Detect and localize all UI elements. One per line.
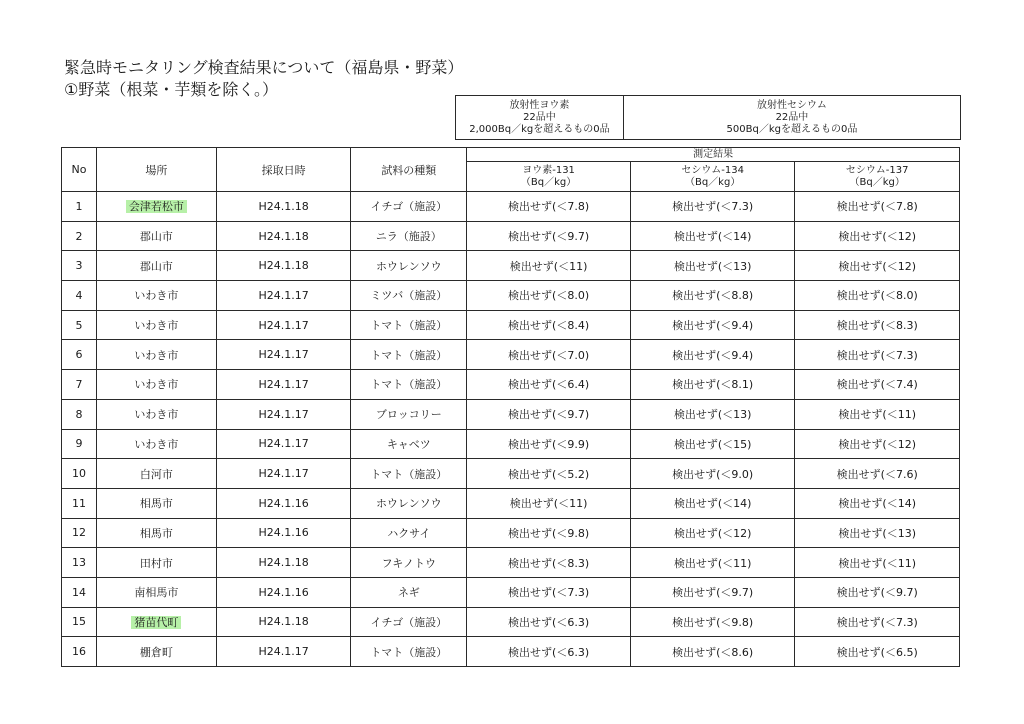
header-cs137 [795, 162, 960, 192]
row-no: 14 [62, 577, 97, 607]
header-i131-unit: （Bq／kg） [520, 176, 577, 188]
row-cs137: 検出せず(＜6.5) [795, 637, 960, 667]
header-cs134-name: セシウム-134 [681, 164, 744, 176]
row-place: いわき市 [96, 370, 216, 400]
row-date: H24.1.17 [216, 340, 351, 370]
header-i131 [467, 162, 631, 192]
row-sample: ブロッコリー [351, 399, 467, 429]
row-sample: ミツバ（施設） [351, 281, 467, 311]
row-place [96, 607, 216, 637]
row-place: いわき市 [96, 399, 216, 429]
row-cs134: 検出せず(＜8.1) [630, 370, 795, 400]
row-cs137: 検出せず(＜7.3) [795, 340, 960, 370]
row-place: 郡山市 [96, 221, 216, 251]
row-cs134: 検出せず(＜9.8) [630, 607, 795, 637]
row-no: 2 [62, 221, 97, 251]
page-subtitle: ①野菜（根菜・芋類を除く。） [64, 80, 279, 99]
row-cs134: 検出せず(＜14) [630, 488, 795, 518]
row-no: 6 [62, 340, 97, 370]
row-cs137: 検出せず(＜12) [795, 429, 960, 459]
table-row [62, 310, 960, 340]
row-no: 10 [62, 459, 97, 489]
header-results: 測定結果 [467, 148, 960, 162]
highlighted-place: 会津若松市 [126, 200, 187, 213]
table-row [62, 607, 960, 637]
row-place: 相馬市 [96, 518, 216, 548]
summary-table [455, 95, 961, 140]
row-cs134: 検出せず(＜11) [630, 548, 795, 578]
row-sample: トマト（施設） [351, 340, 467, 370]
table-row [62, 488, 960, 518]
results-table [61, 147, 960, 667]
row-no: 4 [62, 281, 97, 311]
table-row [62, 340, 960, 370]
row-date: H24.1.17 [216, 637, 351, 667]
row-cs134: 検出せず(＜13) [630, 399, 795, 429]
summary-cesium-result: 500Bq／kgを超えるもの0品 [726, 123, 858, 135]
row-cs134: 検出せず(＜9.0) [630, 459, 795, 489]
row-cs134: 検出せず(＜14) [630, 221, 795, 251]
row-sample: ニラ（施設） [351, 221, 467, 251]
summary-cesium [623, 96, 960, 140]
row-date: H24.1.18 [216, 607, 351, 637]
row-cs134: 検出せず(＜9.7) [630, 577, 795, 607]
row-place [96, 192, 216, 222]
row-cs134: 検出せず(＜12) [630, 518, 795, 548]
row-place: 郡山市 [96, 251, 216, 281]
row-i131: 検出せず(＜7.3) [467, 577, 631, 607]
row-cs134: 検出せず(＜9.4) [630, 340, 795, 370]
row-date: H24.1.17 [216, 310, 351, 340]
row-i131: 検出せず(＜6.4) [467, 370, 631, 400]
table-row [62, 637, 960, 667]
row-date: H24.1.17 [216, 370, 351, 400]
row-i131: 検出せず(＜9.9) [467, 429, 631, 459]
row-sample: イチゴ（施設） [351, 192, 467, 222]
row-cs137: 検出せず(＜7.6) [795, 459, 960, 489]
row-cs137: 検出せず(＜13) [795, 518, 960, 548]
header-place: 場所 [96, 148, 216, 192]
row-no: 16 [62, 637, 97, 667]
row-place: いわき市 [96, 429, 216, 459]
summary-cesium-label: 放射性セシウム [756, 99, 827, 111]
row-cs137: 検出せず(＜12) [795, 251, 960, 281]
row-i131: 検出せず(＜9.8) [467, 518, 631, 548]
row-no: 15 [62, 607, 97, 637]
row-no: 7 [62, 370, 97, 400]
row-date: H24.1.17 [216, 429, 351, 459]
row-place: 相馬市 [96, 488, 216, 518]
row-date: H24.1.17 [216, 281, 351, 311]
table-row [62, 577, 960, 607]
summary-iodine-result: 2,000Bq／kgを超えるもの0品 [469, 123, 610, 135]
row-sample: イチゴ（施設） [351, 607, 467, 637]
row-cs137: 検出せず(＜8.3) [795, 310, 960, 340]
row-date: H24.1.18 [216, 221, 351, 251]
table-row [62, 548, 960, 578]
row-cs134: 検出せず(＜15) [630, 429, 795, 459]
row-cs134: 検出せず(＜13) [630, 251, 795, 281]
row-cs137: 検出せず(＜11) [795, 548, 960, 578]
row-sample: トマト（施設） [351, 310, 467, 340]
row-date: H24.1.18 [216, 548, 351, 578]
row-sample: ホウレンソウ [351, 488, 467, 518]
table-row [62, 518, 960, 548]
header-cs137-unit: （Bq／kg） [849, 176, 905, 188]
row-i131: 検出せず(＜11) [467, 488, 631, 518]
table-row [62, 370, 960, 400]
row-sample: ホウレンソウ [351, 251, 467, 281]
row-place: 南相馬市 [96, 577, 216, 607]
row-cs137: 検出せず(＜8.0) [795, 281, 960, 311]
row-cs134: 検出せず(＜9.4) [630, 310, 795, 340]
highlighted-place: 猪苗代町 [131, 616, 181, 629]
page-title: 緊急時モニタリング検査結果について（福島県・野菜） [64, 58, 464, 77]
row-i131: 検出せず(＜8.4) [467, 310, 631, 340]
row-date: H24.1.17 [216, 399, 351, 429]
row-no: 13 [62, 548, 97, 578]
summary-cesium-count: 22品中 [775, 111, 809, 123]
row-place: 白河市 [96, 459, 216, 489]
row-sample: ハクサイ [351, 518, 467, 548]
table-row [62, 251, 960, 281]
row-sample: トマト（施設） [351, 637, 467, 667]
row-no: 8 [62, 399, 97, 429]
row-i131: 検出せず(＜8.0) [467, 281, 631, 311]
row-date: H24.1.18 [216, 251, 351, 281]
row-place: いわき市 [96, 340, 216, 370]
row-i131: 検出せず(＜11) [467, 251, 631, 281]
row-i131: 検出せず(＜6.3) [467, 607, 631, 637]
row-i131: 検出せず(＜9.7) [467, 221, 631, 251]
row-cs134: 検出せず(＜8.8) [630, 281, 795, 311]
row-cs137: 検出せず(＜14) [795, 488, 960, 518]
summary-iodine [456, 96, 624, 140]
row-sample: トマト（施設） [351, 459, 467, 489]
row-cs137: 検出せず(＜9.7) [795, 577, 960, 607]
header-cs134 [630, 162, 795, 192]
row-cs137: 検出せず(＜7.3) [795, 607, 960, 637]
table-row [62, 281, 960, 311]
row-i131: 検出せず(＜8.3) [467, 548, 631, 578]
row-sample: フキノトウ [351, 548, 467, 578]
row-place: 田村市 [96, 548, 216, 578]
row-sample: ネギ [351, 577, 467, 607]
row-cs137: 検出せず(＜7.8) [795, 192, 960, 222]
header-cs137-name: セシウム-137 [845, 164, 909, 176]
table-row [62, 399, 960, 429]
row-date: H24.1.17 [216, 459, 351, 489]
row-date: H24.1.18 [216, 192, 351, 222]
summary-iodine-label: 放射性ヨウ素 [509, 99, 570, 111]
summary-iodine-count: 22品中 [523, 111, 556, 123]
row-no: 1 [62, 192, 97, 222]
row-no: 11 [62, 488, 97, 518]
row-no: 12 [62, 518, 97, 548]
row-no: 5 [62, 310, 97, 340]
row-date: H24.1.16 [216, 518, 351, 548]
row-date: H24.1.16 [216, 577, 351, 607]
row-i131: 検出せず(＜6.3) [467, 637, 631, 667]
row-no: 9 [62, 429, 97, 459]
row-place: いわき市 [96, 310, 216, 340]
row-sample: トマト（施設） [351, 370, 467, 400]
row-cs137: 検出せず(＜7.4) [795, 370, 960, 400]
row-cs134: 検出せず(＜7.3) [630, 192, 795, 222]
row-no: 3 [62, 251, 97, 281]
table-row [62, 429, 960, 459]
row-sample: キャベツ [351, 429, 467, 459]
row-date: H24.1.16 [216, 488, 351, 518]
row-i131: 検出せず(＜7.8) [467, 192, 631, 222]
row-i131: 検出せず(＜5.2) [467, 459, 631, 489]
table-row [62, 459, 960, 489]
row-i131: 検出せず(＜7.0) [467, 340, 631, 370]
row-i131: 検出せず(＜9.7) [467, 399, 631, 429]
header-no: No [62, 148, 97, 192]
row-cs137: 検出せず(＜11) [795, 399, 960, 429]
header-cs134-unit: （Bq／kg） [684, 176, 741, 188]
row-place: 棚倉町 [96, 637, 216, 667]
header-i131-name: ヨウ素-131 [522, 164, 575, 176]
row-cs134: 検出せず(＜8.6) [630, 637, 795, 667]
table-row [62, 221, 960, 251]
row-place: いわき市 [96, 281, 216, 311]
header-sample: 試料の種類 [351, 148, 467, 192]
table-row [62, 192, 960, 222]
row-cs137: 検出せず(＜12) [795, 221, 960, 251]
header-date: 採取日時 [216, 148, 351, 192]
